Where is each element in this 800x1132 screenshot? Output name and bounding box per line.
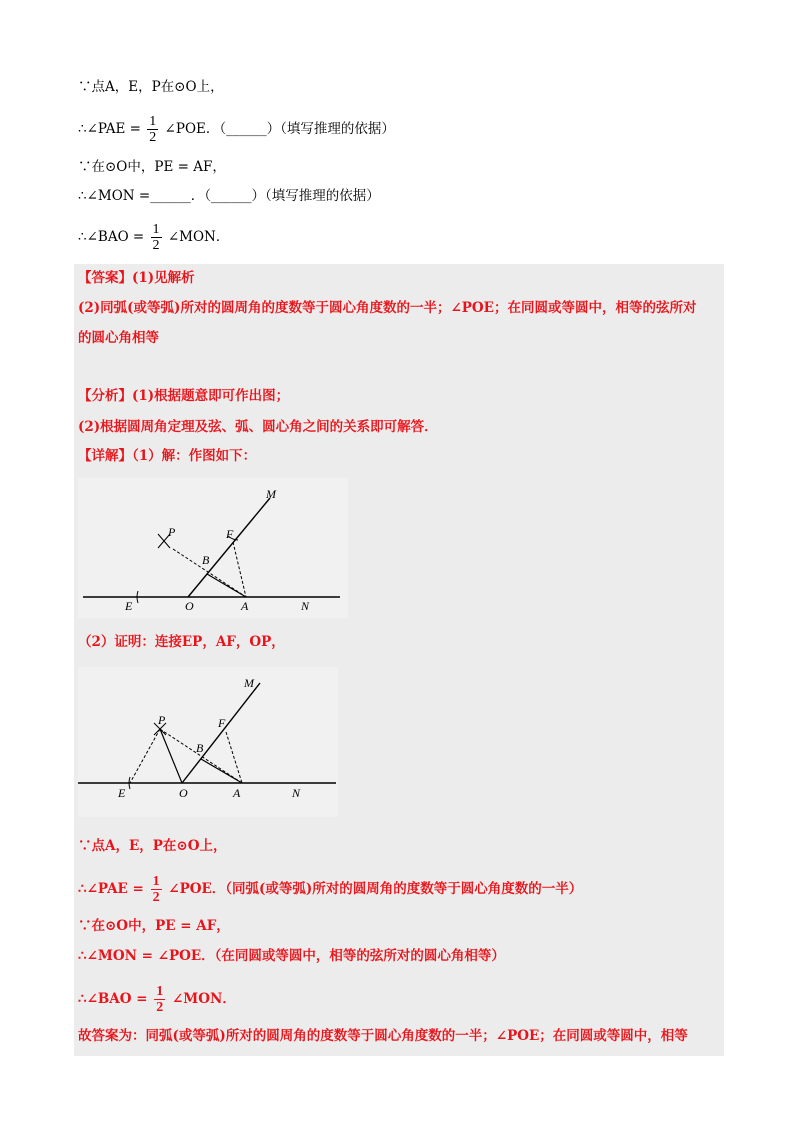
- proof-line-5: [78, 984, 236, 1015]
- label-E: E: [118, 786, 126, 800]
- label-E: E: [125, 599, 133, 613]
- fraction-half: $\frac{1}{2}$: [149, 114, 157, 145]
- proof-line-4: ∴∠MON = ∠POE．（在同圆或等圆中，相等的弦所对的圆心角相等）: [78, 948, 505, 964]
- proof-line-1: ∵点A，E，P在⊙O上，: [78, 838, 227, 854]
- fraction-half: $\frac{1}{2}$: [156, 984, 164, 1015]
- label-A: A: [241, 599, 249, 613]
- detail-title: 【详解】（1）解：作图如下：: [78, 448, 257, 464]
- label-O: O: [179, 786, 188, 800]
- label-B: B: [196, 741, 204, 755]
- answer-title: 【答案】(1)见解析: [78, 270, 195, 286]
- q-line-5: [78, 222, 229, 253]
- analysis-line-2: (2)根据圆周角定理及弦、弧、圆心角之间的关系即可解答．: [78, 419, 438, 435]
- label-F: F: [218, 716, 226, 730]
- proof-line-2: [78, 874, 582, 905]
- proof-title: （2）证明：连接EP，AF，OP，: [78, 634, 285, 650]
- label-F: F: [226, 527, 234, 541]
- q-line-1: ∵点A，E，P在⊙O上，: [78, 79, 224, 95]
- answer-line-3: 的圆心角相等: [78, 330, 159, 346]
- q-line-2: [78, 114, 395, 145]
- q-line-5-post: ∠MON．: [167, 229, 230, 245]
- fraction-half: $\frac{1}{2}$: [152, 874, 160, 905]
- label-O: O: [185, 599, 194, 613]
- answer-line-2: (2)同弧(或等弧)所对的圆周角的度数等于圆心角度数的一半；∠POE；在同圆或等圆中，相等的弦所对: [78, 300, 697, 316]
- figure-proof: [78, 667, 338, 817]
- label-M: M: [266, 487, 276, 501]
- final-answer: 故答案为：同弧(或等弧)所对的圆周角的度数等于圆心角度数的一半；∠POE；在同圆或等圆中，相等: [78, 1028, 688, 1044]
- q-line-2-pre: ∴∠PAE =: [78, 121, 141, 137]
- answer-background: [74, 264, 724, 1056]
- label-N: N: [292, 786, 301, 800]
- proof-line-2-pre: ∴∠PAE =: [78, 881, 144, 897]
- label-P: P: [158, 713, 166, 727]
- q-line-5-pre: ∴∠BAO =: [78, 229, 145, 245]
- proof-line-3: ∵在⊙O中，PE = AF，: [78, 918, 230, 934]
- label-P: P: [168, 525, 176, 539]
- label-N: N: [301, 599, 310, 613]
- q-line-2-post: ∠POE．（______）（填写推理的依据）: [164, 121, 395, 137]
- label-A: A: [233, 786, 241, 800]
- fraction-half: $\frac{1}{2}$: [152, 222, 160, 253]
- q-line-3: ∵在⊙O中，PE = AF，: [78, 159, 226, 175]
- proof-line-5-post: ∠MON．: [171, 991, 236, 1007]
- label-M: M: [244, 676, 254, 690]
- proof-line-2-post: ∠POE．（同弧(或等弧)所对的圆周角的度数等于圆心角度数的一半）: [168, 881, 583, 897]
- label-B: B: [202, 553, 210, 567]
- figure-construction: [78, 478, 348, 618]
- proof-line-5-pre: ∴∠BAO =: [78, 991, 148, 1007]
- analysis-title: 【分析】(1)根据题意即可作出图；: [78, 388, 290, 404]
- q-line-4: ∴∠MON =______．（______）（填写推理的依据）: [78, 188, 380, 204]
